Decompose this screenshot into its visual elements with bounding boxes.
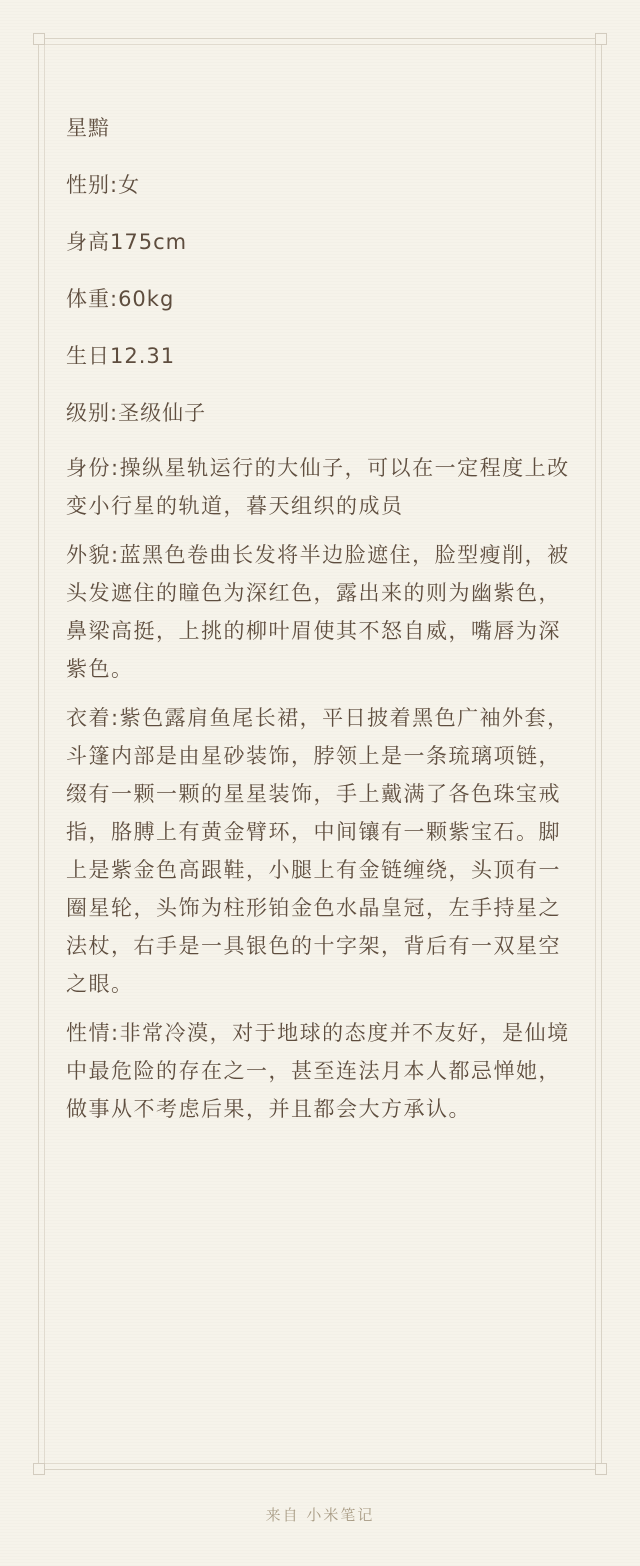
- character-name: 星黯: [66, 116, 110, 140]
- gender-line: 性别:女: [66, 173, 141, 197]
- identity-paragraph: 身份:操纵星轨运行的大仙子，可以在一定程度上改变小行星的轨道，暮天组织的成员: [66, 456, 570, 518]
- frame-corner-ornament: [33, 33, 45, 45]
- personality-paragraph: 性情:非常冷漠，对于地球的态度并不友好，是仙境中最危险的存在之一，甚至连法月本人都忌惮她，做事从不考虑后果，并且都会大方承认。: [66, 1021, 570, 1121]
- birthday-line: 生日12.31: [66, 344, 176, 368]
- note-body[interactable]: [66, 100, 578, 1139]
- level-line: 级别:圣级仙子: [66, 401, 207, 425]
- appearance-paragraph: 外貌:蓝黑色卷曲长发将半边脸遮住，脸型瘦削，被头发遮住的瞳色为深红色，露出来的则为幽紫色，鼻梁高挺，上挑的柳叶眉使其不怒自威，嘴唇为深紫色。: [66, 543, 570, 681]
- frame-corner-ornament: [33, 1463, 45, 1475]
- frame-corner-ornament: [595, 1463, 607, 1475]
- height-line: 身高175cm: [66, 230, 188, 254]
- weight-line: 体重:60kg: [66, 287, 175, 311]
- clothing-paragraph: 衣着:紫色露肩鱼尾长裙，平日披着黑色广袖外套，斗篷内部是由星砂装饰，脖领上是一条琉璃项链，缀有一颗一颗的星星装饰，手上戴满了各色珠宝戒指，胳膊上有黄金臂环，中间镶有一颗紫宝石。脚上是紫金色高跟鞋，小腿上有金链缠绕，头顶有一圈星轮，头饰为柱形铂金色水晶皇冠，左手持星之法杖，右手是一具银色的十字架，背后有一双星空之眼。: [66, 706, 570, 996]
- source-footer: 来自 小米笔记: [265, 1506, 375, 1524]
- frame-corner-ornament: [595, 33, 607, 45]
